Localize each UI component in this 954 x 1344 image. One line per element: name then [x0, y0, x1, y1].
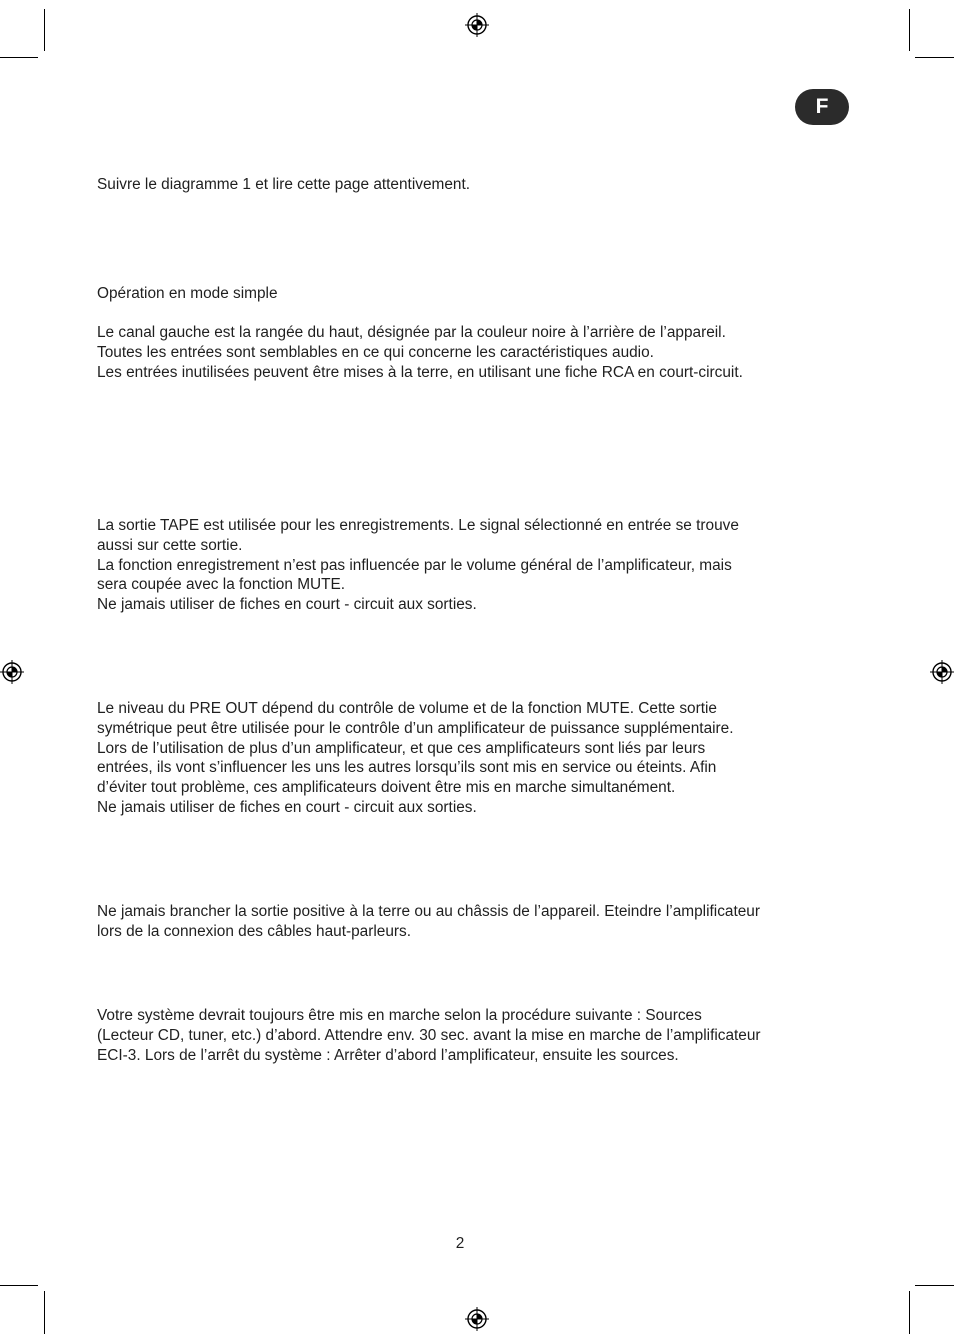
page-number: 2: [455, 1235, 465, 1252]
text-line: sera coupée avec la fonction MUTE.: [97, 576, 346, 594]
text-line: d’éviter tout problème, ces amplificateurs doivent être mis en marche simultanément.: [97, 779, 676, 797]
text-line: Votre système devrait toujours être mis en marche selon la procédure suivante : Sources: [97, 1007, 702, 1024]
crop-mark: [0, 57, 38, 58]
text-line: Le canal gauche est la rangée du haut, désignée par la couleur noire à l’arrière de l’appareil.: [97, 324, 726, 341]
text-line: La sortie TAPE est utilisée pour les enregistrements. Le signal sélectionné en entrée se trouve: [97, 517, 739, 534]
registration-mark-icon: [930, 660, 954, 684]
text-line: Suivre le diagramme 1 et lire cette page attentivement.: [97, 176, 470, 193]
text-line: Ne jamais utiliser de fiches en court - circuit aux sorties.: [97, 798, 477, 816]
text-line: Opération en mode simple: [97, 285, 278, 302]
text-line: Ne jamais utiliser de fiches en court - circuit aux sorties.: [97, 596, 477, 614]
crop-mark: [909, 9, 910, 51]
text-line: aussi sur cette sortie.: [97, 536, 243, 554]
crop-mark: [915, 57, 954, 58]
text-line: La fonction enregistrement n’est pas influencée par le volume général de l’amplificateur, mais: [97, 556, 732, 574]
speaker-paragraph: [97, 902, 832, 942]
text-line: (Lecteur CD, tuner, etc.) d’abord. Attendre env. 30 sec. avant la mise en marche de l’amplificateur: [97, 1026, 761, 1044]
text-line: Lors de l’utilisation de plus d’un amplificateur, et que ces amplificateurs sont liés par leurs: [97, 739, 706, 757]
pre-out-paragraph: [97, 699, 832, 818]
crop-mark: [44, 9, 45, 51]
crop-mark: [915, 1285, 954, 1286]
crop-mark: [0, 1285, 38, 1286]
inputs-paragraph: [97, 323, 832, 382]
language-badge: F: [795, 89, 849, 125]
text-line: ECI-3. Lors de l’arrêt du système : Arrêter d’abord l’amplificateur, ensuite les sources.: [97, 1046, 679, 1064]
crop-mark: [909, 1291, 910, 1334]
power-on-paragraph: [97, 1006, 832, 1065]
text-line: Toutes les entrées sont semblables en ce qui concerne les caractéristiques audio.: [97, 343, 654, 361]
registration-mark-icon: [465, 13, 489, 37]
text-line: symétrique peut être utilisée pour le contrôle d’un amplificateur de puissance supplémentaire.: [97, 719, 734, 737]
tape-paragraph: [97, 516, 832, 615]
section-heading: [97, 284, 832, 304]
text-line: Le niveau du PRE OUT dépend du contrôle de volume et de la fonction MUTE. Cette sortie: [97, 700, 717, 717]
text-line: Ne jamais brancher la sortie positive à la terre ou au châssis de l’appareil. Eteindre l’amplificateur: [97, 903, 760, 920]
crop-mark: [44, 1291, 45, 1334]
text-line: Les entrées inutilisées peuvent être mises à la terre, en utilisant une fiche RCA en court-circuit.: [97, 363, 743, 381]
intro-paragraph: [97, 175, 832, 195]
text-line: lors de la connexion des câbles haut-parleurs.: [97, 922, 411, 940]
text-line: entrées, ils vont s’influencer les uns les autres lorsqu’ils sont mis en service ou éteints. Afin: [97, 759, 717, 777]
registration-mark-icon: [465, 1307, 489, 1331]
registration-mark-icon: [0, 660, 24, 684]
